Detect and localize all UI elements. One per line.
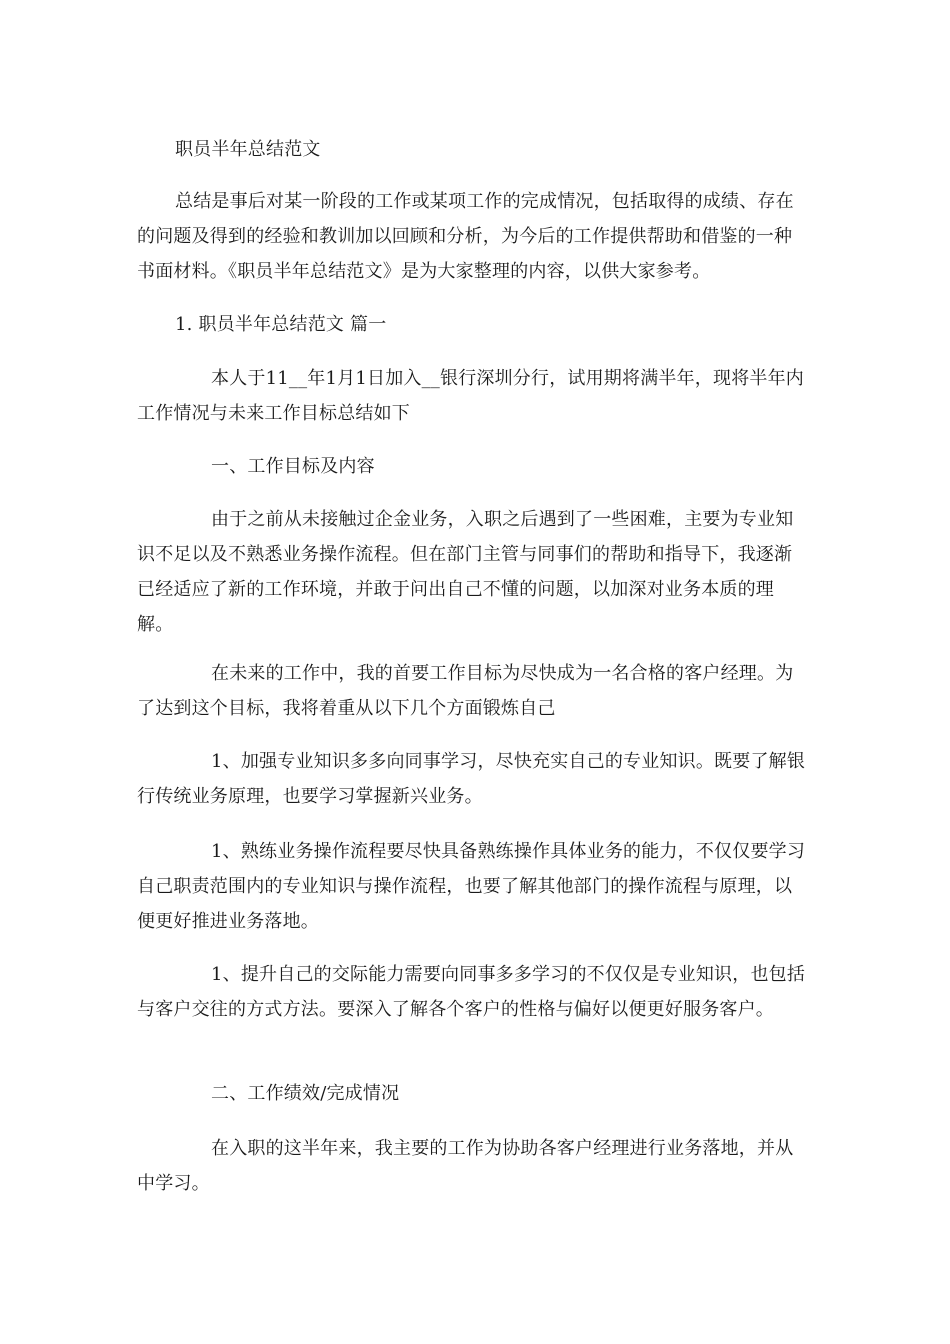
intro-paragraph: 总结是事后对某一阶段的工作或某项工作的完成情况，包括取得的成绩、存在的问题及得到的经验和教训加以回顾和分析，为今后的工作提供帮助和借鉴的一种书面材料。《职员半年总结范文》是为大家整理的内容，以供大家参考。 xyxy=(137,191,794,282)
opening-paragraph: 本人于11__年1月1日加入__银行深圳分行，试用期将满半年，现将半年内工作情况与未来工作目标总结如下 xyxy=(137,368,805,424)
list-item-professional-knowledge: 1、加强专业知识多多向同事学习，尽快充实自己的专业知识。既要了解银行传统业务原理，也要学习掌握新兴业务。 xyxy=(137,751,806,807)
section-heading: 1. 职员半年总结范文 篇一 xyxy=(175,314,387,335)
list-item-communication: 1、提升自己的交际能力需要向同事多多学习的不仅仅是专业知识，也包括与客户交往的方式方法。要深入了解各个客户的性格与偏好以便更好服务客户。 xyxy=(137,964,806,1020)
heading-work-goals: 一、工作目标及内容 xyxy=(211,456,375,477)
heading-work-performance: 二、工作绩效/完成情况 xyxy=(211,1083,400,1104)
list-item-operation-process: 1、熟练业务操作流程要尽快具备熟练操作具体业务的能力，不仅仅要学习自己职责范围内的专业知识与操作流程，也要了解其他部门的操作流程与原理，以便更好推进业务落地。 xyxy=(137,841,806,932)
difficulty-paragraph: 由于之前从未接触过企金业务，入职之后遇到了一些困难，主要为专业知识不足以及不熟悉业务操作流程。但在部门主管与同事们的帮助和指导下，我逐渐已经适应了新的工作环境，并敢于问出自己不懂的问题，以加深对业务本质的理解。 xyxy=(137,509,794,635)
performance-paragraph: 在入职的这半年来，我主要的工作为协助各客户经理进行业务落地，并从中学习。 xyxy=(137,1138,794,1194)
document-title: 职员半年总结范文 xyxy=(175,139,321,160)
future-goals-paragraph: 在未来的工作中，我的首要工作目标为尽快成为一名合格的客户经理。为了达到这个目标，我将着重从以下几个方面锻炼自己 xyxy=(137,663,794,719)
